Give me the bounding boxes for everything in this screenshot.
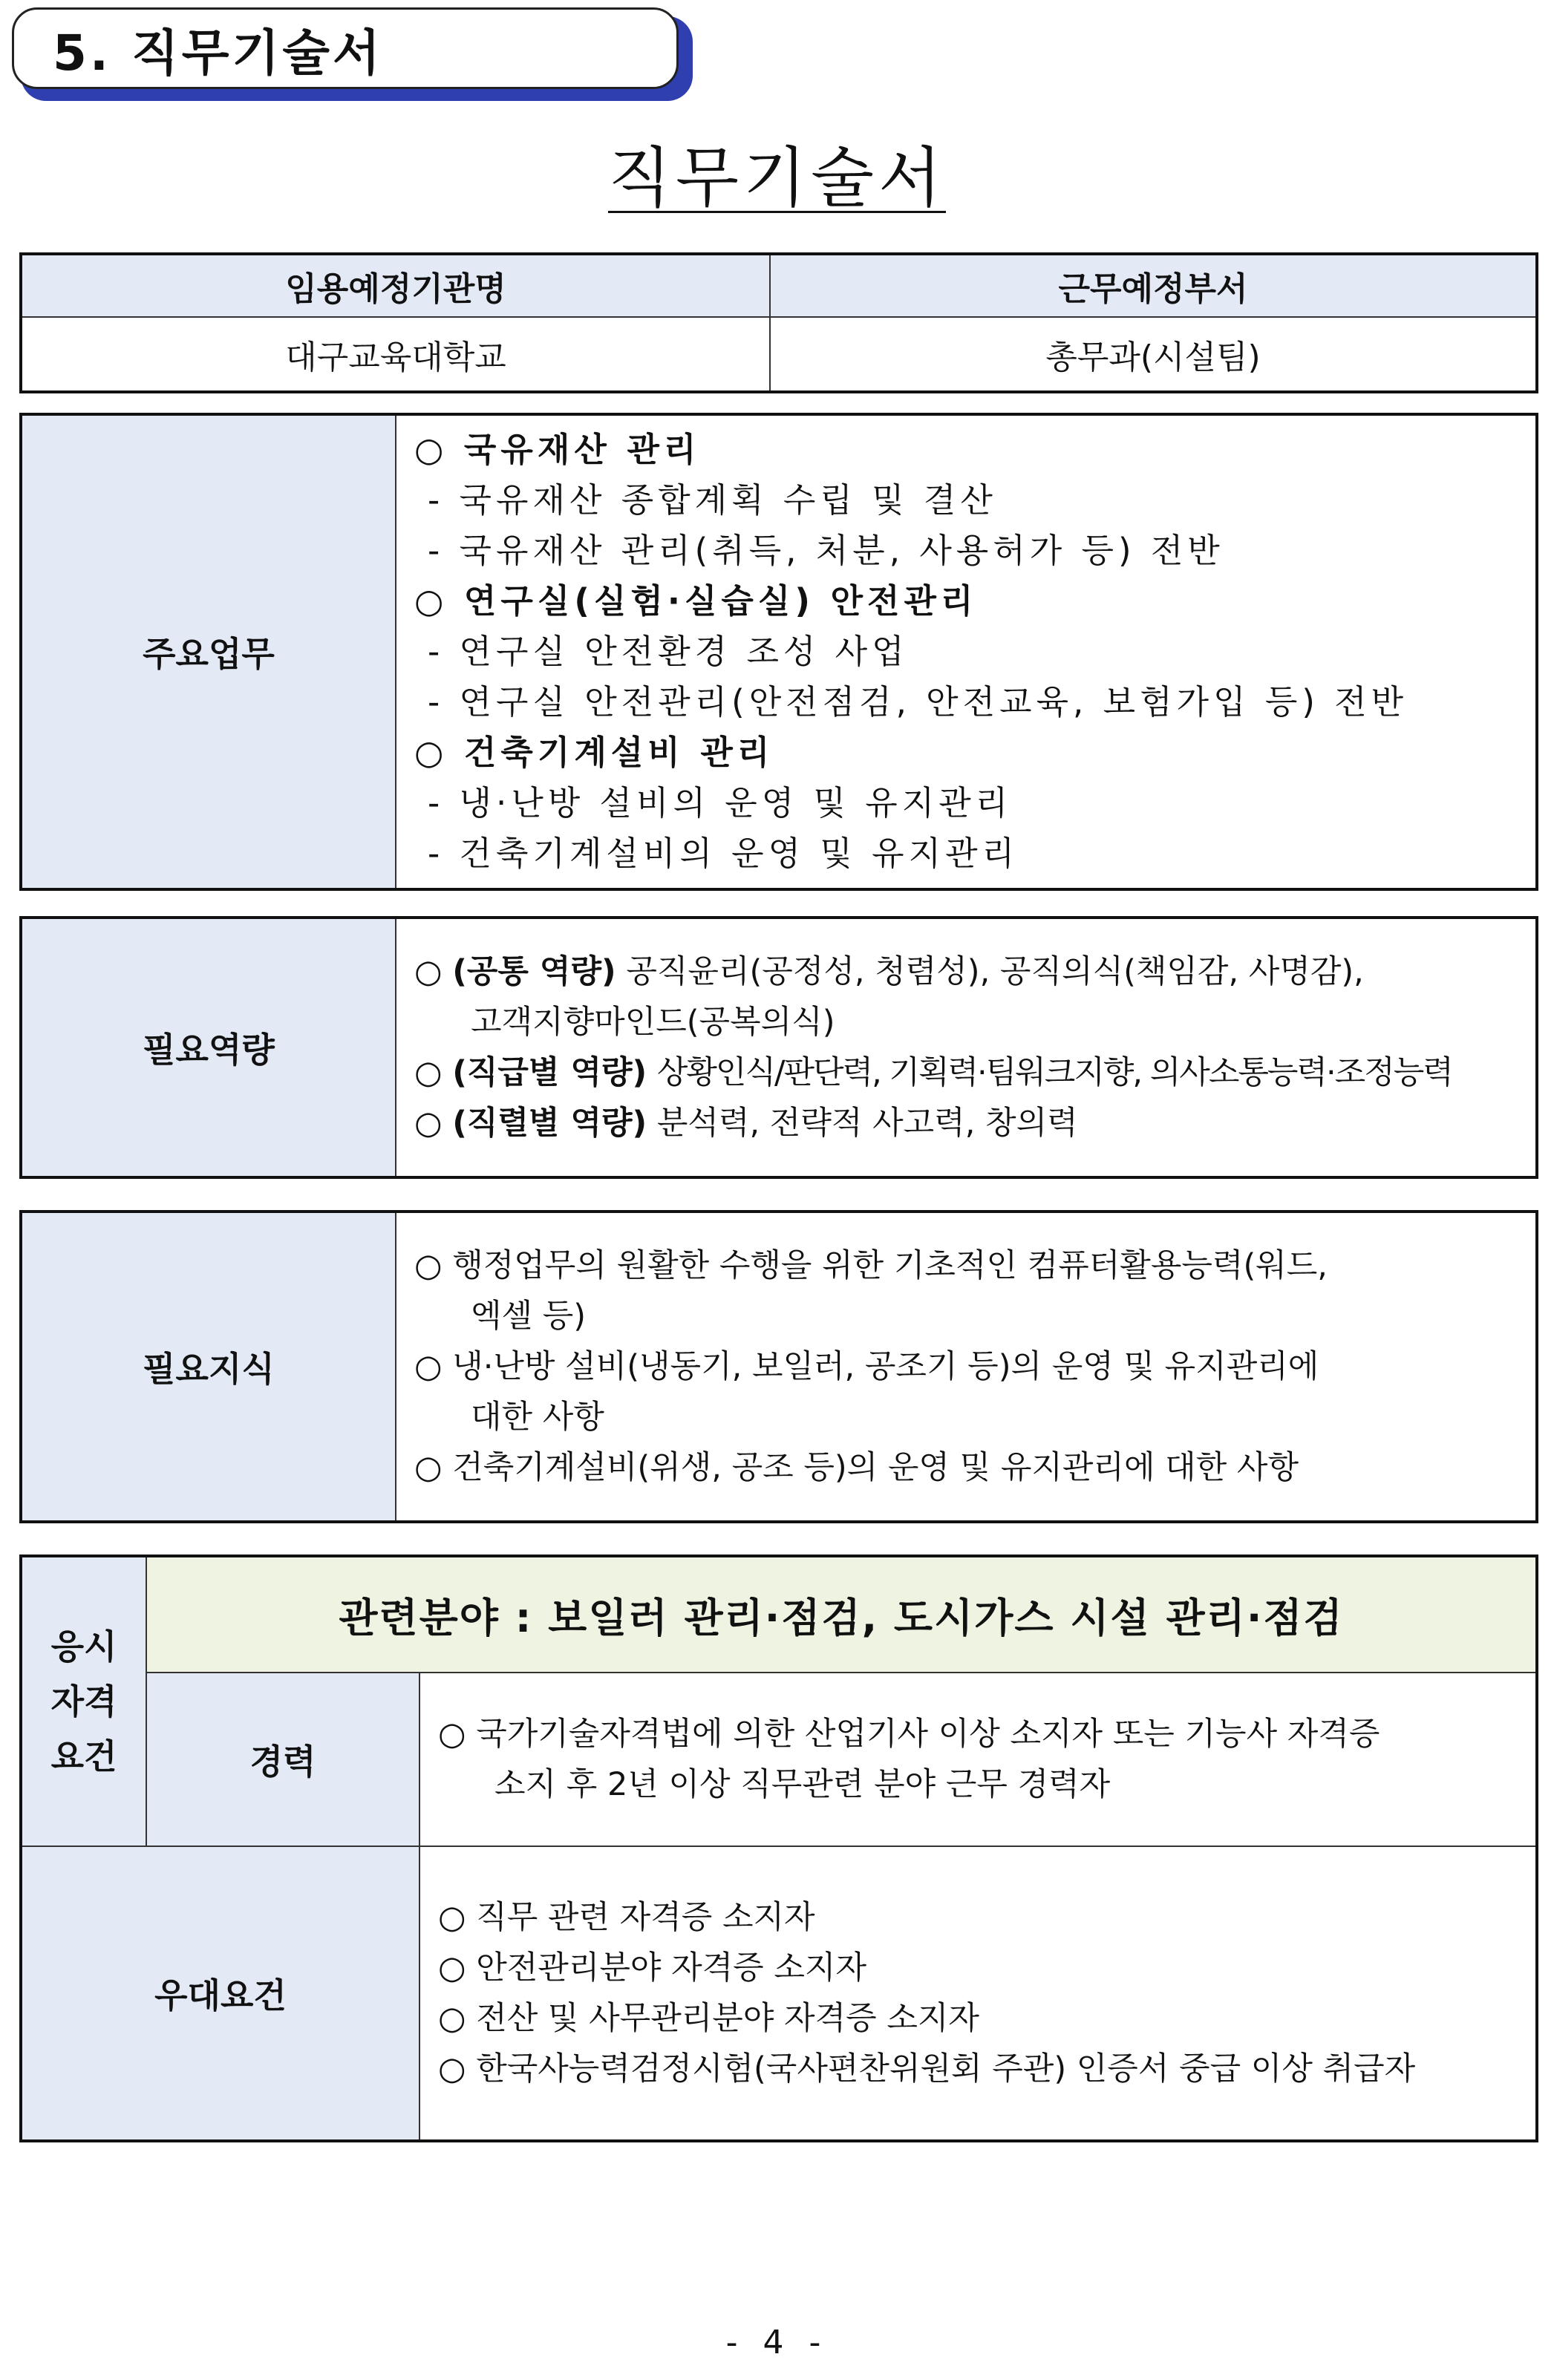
org-value-department: 총무과(시설팀): [770, 317, 1536, 391]
knowledge-content: [396, 1212, 1536, 1521]
duty-item: - 국유재산 종합계획 수립 및 결산: [428, 480, 997, 520]
knowledge-item: ○ 행정업무의 원활한 수행을 위한 기초적인 컴퓨터활용능력(워드,: [414, 1247, 1328, 1284]
career-line: 소지 후 2년 이상 직무관련 분야 근무 경력자: [494, 1766, 1111, 1803]
knowledge-item: ○ 건축기계설비(위생, 공조 등)의 운영 및 유지관리에 대한 사항: [414, 1449, 1299, 1486]
competency-continuation: 고객지향마인드(공복의식): [471, 1004, 835, 1041]
duties-content: [396, 415, 1536, 889]
qualification-table: [21, 1556, 1537, 2141]
competency-content: [396, 918, 1536, 1177]
org-value-agency: 대구교육대학교: [22, 317, 770, 391]
knowledge-label: 필요지식: [22, 1212, 396, 1521]
knowledge-continuation: 대한 사항: [471, 1399, 604, 1436]
section-tab: [12, 7, 679, 89]
career-label: 경력: [146, 1673, 419, 1846]
section-title: 5. 직무기술서: [53, 24, 383, 82]
competency-item: [414, 1098, 1521, 1148]
duty-item: - 연구실 안전환경 조성 사업: [428, 632, 909, 671]
duties-label: 주요업무: [22, 415, 396, 889]
competency-text: 공직윤리(공정성, 청렴성), 공직의식(책임감, 사명감),: [626, 953, 1364, 990]
preferred-line: ○ 한국사능력검정시험(국사편찬위원회 주관) 인증서 중급 이상 취급자: [438, 2050, 1416, 2088]
duty-item: - 건축기계설비의 운영 및 유지관리: [428, 834, 1019, 873]
duties-table: [21, 414, 1537, 889]
career-content: [419, 1673, 1536, 1846]
org-header-agency: 임용예정기관명: [22, 255, 770, 317]
preferred-content: [419, 1846, 1536, 2140]
duty-item: - 국유재산 관리(취득, 처분, 사용허가 등) 전반: [428, 531, 1224, 570]
knowledge-item: ○ 냉·난방 설비(냉동기, 보일러, 공조기 등)의 운영 및 유지관리에: [414, 1348, 1319, 1385]
competency-text: 분석력, 전략적 사고력, 창의력: [656, 1105, 1078, 1142]
duty-heading: ○ 건축기계설비 관리: [414, 733, 774, 772]
bullet: ○: [414, 953, 443, 990]
competency-tag: (공통 역량): [452, 953, 616, 990]
duty-item: - 연구실 안전관리(안전점검, 안전교육, 보험가입 등) 전반: [428, 682, 1408, 722]
qualification-label-line: 자격: [50, 1681, 117, 1722]
document-title: 직무기술서: [607, 140, 947, 216]
page-number: - 4 -: [725, 2324, 829, 2361]
related-field: 관련분야 : 보일러 관리·점검, 도시가스 시설 관리·점검: [146, 1557, 1536, 1673]
document-title-wrap: [0, 126, 1554, 220]
competency-tag: (직급별 역량): [452, 1054, 647, 1091]
competency-item: [414, 947, 1521, 997]
preferred-label: 우대요건: [22, 1846, 419, 2140]
preferred-line: ○ 안전관리분야 자격증 소지자: [438, 1949, 866, 1987]
competency-text: 상황인식/판단력, 기획력·팀워크지향, 의사소통능력·조정능력: [656, 1054, 1452, 1091]
bullet: ○: [414, 1054, 443, 1091]
qualification-label: [22, 1557, 146, 1846]
competency-item: [414, 1047, 1521, 1098]
knowledge-continuation: 엑셀 등): [471, 1298, 587, 1335]
career-line: ○ 국가기술자격법에 의한 산업기사 이상 소지자 또는 기능사 자격증: [438, 1716, 1380, 1753]
competency-tag: (직렬별 역량): [452, 1105, 647, 1142]
competency-table: [21, 918, 1537, 1177]
org-header-department: 근무예정부서: [770, 255, 1536, 317]
duty-heading: ○ 국유재산 관리: [414, 430, 701, 469]
duty-heading: ○ 연구실(실험·실습실) 안전관리: [414, 581, 978, 621]
preferred-line: ○ 직무 관련 자격증 소지자: [438, 1899, 815, 1936]
bullet: ○: [414, 1105, 443, 1142]
org-table: [21, 254, 1537, 392]
preferred-line: ○ 전산 및 사무관리분야 자격증 소지자: [438, 2000, 979, 2037]
knowledge-table: [21, 1212, 1537, 1522]
competency-label: 필요역량: [22, 918, 396, 1177]
duty-item: - 냉·난방 설비의 운영 및 유지관리: [428, 783, 1013, 823]
qualification-label-line: 요건: [50, 1736, 117, 1776]
qualification-label-line: 응시: [50, 1627, 117, 1667]
